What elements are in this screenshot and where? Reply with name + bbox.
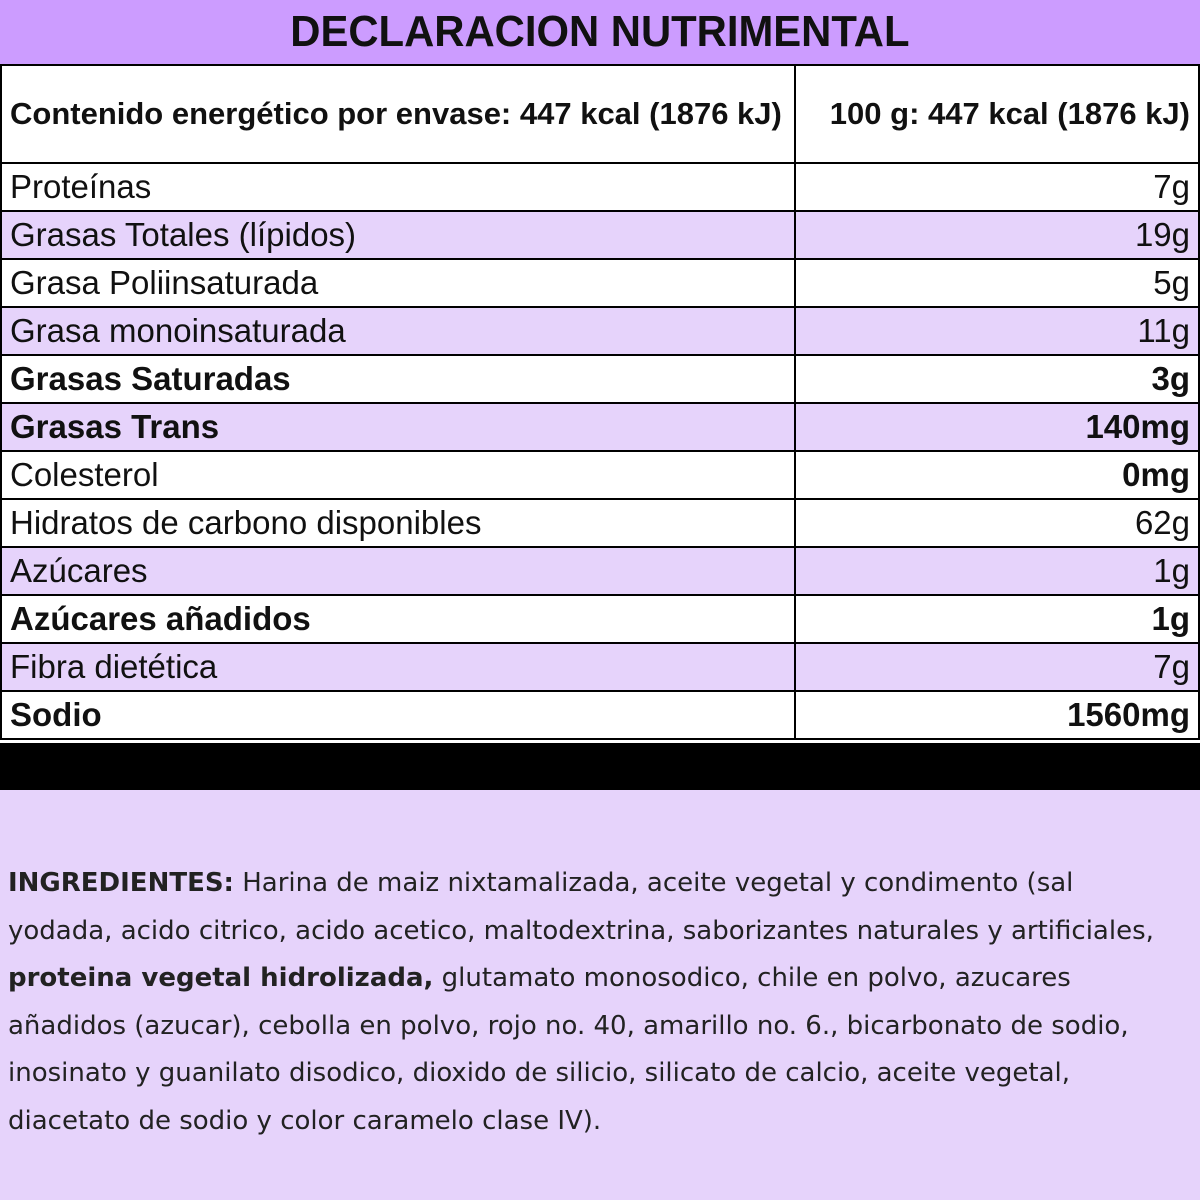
ingredients-text-bold: proteina vegetal hidrolizada, bbox=[8, 963, 434, 993]
nutrient-value: 140mg bbox=[795, 403, 1199, 451]
table-row bbox=[1, 163, 1199, 211]
ingredients-text-1: Harina de maiz nixtamalizada, aceite vegetal y condimento (sal yodada, acido citrico, acido acetico, maltodextrina, saborizantes naturales y artificiales, bbox=[8, 868, 1154, 946]
ingredients-label: INGREDIENTES: bbox=[8, 868, 234, 898]
nutrient-label: Fibra dietética bbox=[1, 643, 795, 691]
nutrient-label: Grasas Totales (lípidos) bbox=[1, 211, 795, 259]
ingredients-section bbox=[0, 790, 1200, 1200]
nutrient-label: Sodio bbox=[1, 691, 795, 739]
nutrient-value: 11g bbox=[795, 307, 1199, 355]
nutrient-value: 7g bbox=[795, 643, 1199, 691]
table-row bbox=[1, 547, 1199, 595]
nutrient-value: 7g bbox=[795, 163, 1199, 211]
table-row bbox=[1, 643, 1199, 691]
nutrient-label: Grasa Poliinsaturada bbox=[1, 259, 795, 307]
energy-header-row bbox=[1, 66, 1199, 163]
nutrient-value: 3g bbox=[795, 355, 1199, 403]
energy-per-100g: 100 g: 447 kcal (1876 kJ) bbox=[795, 66, 1199, 163]
table-row bbox=[1, 403, 1199, 451]
label-title-text: DECLARACION NUTRIMENTAL bbox=[290, 7, 910, 56]
nutrient-label: Proteínas bbox=[1, 163, 795, 211]
table-row bbox=[1, 499, 1199, 547]
nutrient-label: Azúcares bbox=[1, 547, 795, 595]
divider-bar bbox=[0, 743, 1200, 790]
label-title bbox=[0, 0, 1200, 66]
ingredients-text-2: glutamato monosodico, chile en polvo, azucares añadidos (azucar), cebolla en polvo, rojo no. 40, amarillo no. 6., bicarbonato de sodio, inosinato y guanilato disodico, dioxido de silicio, silicato de calcio, aceite vegetal, diacetato de sodio y color caramelo clase IV). bbox=[8, 963, 1129, 1136]
table-row bbox=[1, 691, 1199, 739]
table-row bbox=[1, 595, 1199, 643]
nutrient-value: 5g bbox=[795, 259, 1199, 307]
nutrient-value: 19g bbox=[795, 211, 1199, 259]
nutrient-label: Grasa monoinsaturada bbox=[1, 307, 795, 355]
nutrient-value: 1g bbox=[795, 595, 1199, 643]
nutrient-label: Grasas Trans bbox=[1, 403, 795, 451]
table-row bbox=[1, 211, 1199, 259]
nutrient-value: 1g bbox=[795, 547, 1199, 595]
nutrient-value: 0mg bbox=[795, 451, 1199, 499]
nutrient-value: 1560mg bbox=[795, 691, 1199, 739]
nutrient-label: Grasas Saturadas bbox=[1, 355, 795, 403]
nutrient-label: Colesterol bbox=[1, 451, 795, 499]
nutrition-table bbox=[0, 66, 1200, 740]
table-row bbox=[1, 451, 1199, 499]
table-row bbox=[1, 259, 1199, 307]
nutrient-label: Hidratos de carbono disponibles bbox=[1, 499, 795, 547]
table-row bbox=[1, 355, 1199, 403]
table-row bbox=[1, 307, 1199, 355]
nutrient-value: 62g bbox=[795, 499, 1199, 547]
energy-per-package: Contenido energético por envase: 447 kcal (1876 kJ) bbox=[1, 66, 795, 163]
nutrient-label: Azúcares añadidos bbox=[1, 595, 795, 643]
